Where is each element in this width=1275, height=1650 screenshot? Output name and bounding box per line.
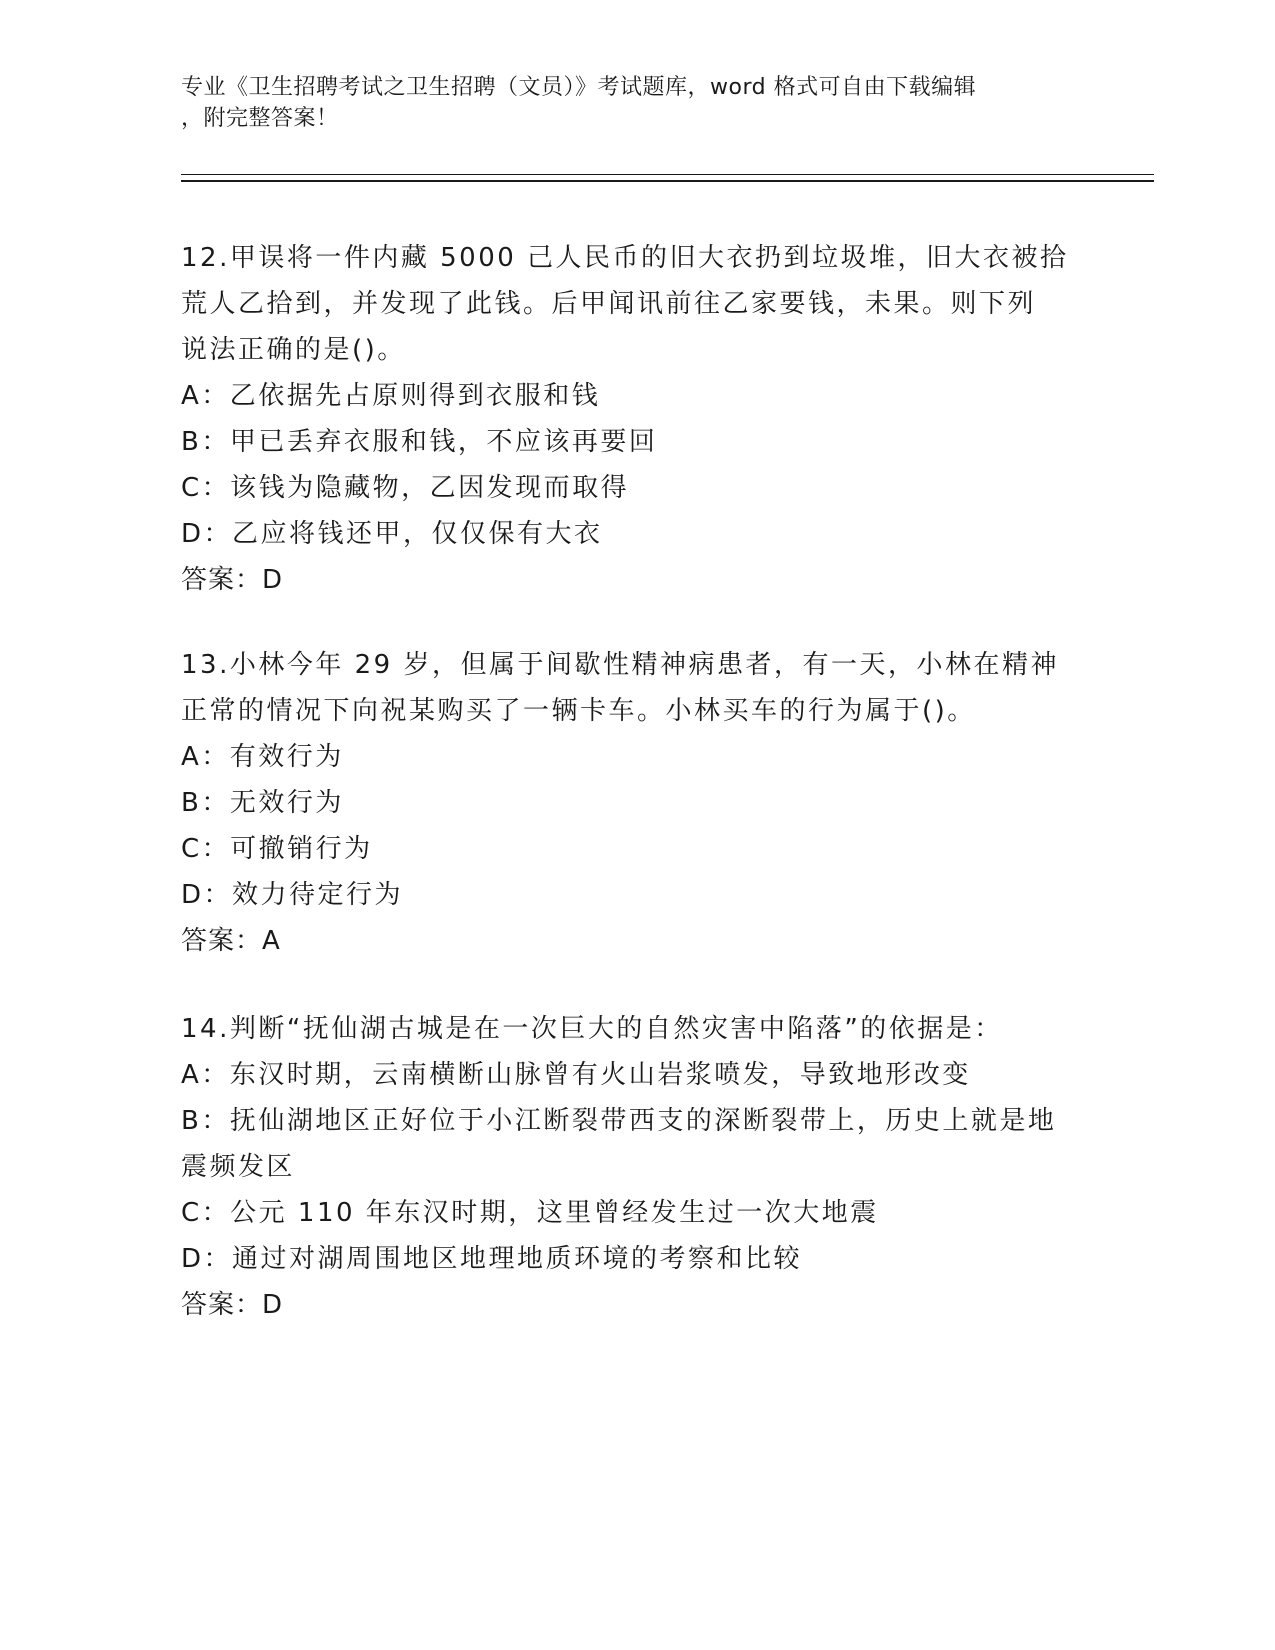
option-a: A：东汉时期，云南横断山脉曾有火山岩浆喷发，导致地形改变 (181, 1060, 971, 1090)
question-13 (181, 642, 1081, 964)
stem-line: 说法正确的是()。 (181, 335, 406, 365)
option-a: A：有效行为 (181, 742, 344, 772)
option-b: B：甲已丢弃衣服和钱，不应该再要回 (181, 427, 658, 457)
option-b: B：抚仙湖地区正好位于小江断裂带西支的深断裂带上，历史上就是地 (181, 1106, 1057, 1136)
answer: 答案：D (181, 565, 284, 595)
document-header (181, 72, 1061, 134)
question-12 (181, 235, 1081, 603)
option-a: A：乙依据先占原则得到衣服和钱 (181, 381, 601, 411)
header-rule-thick (181, 180, 1154, 182)
option-d: D：通过对湖周围地区地理地质环境的考察和比较 (181, 1244, 803, 1274)
option-b: B：无效行为 (181, 788, 344, 818)
header-line-2: ，附完整答案！ (181, 106, 339, 131)
option-c: C：公元 110 年东汉时期，这里曾经发生过一次大地震 (181, 1198, 879, 1228)
stem-line: 正常的情况下向祝某购买了一辆卡车。小林买车的行为属于()。 (181, 696, 976, 726)
question-stem (181, 235, 1081, 373)
question-14 (181, 1006, 1081, 1328)
option-d: D：效力待定行为 (181, 880, 404, 910)
stem-line: 12.甲误将一件内藏 5000 己人民币的旧大衣扔到垃圾堆，旧大衣被拾 (181, 243, 1069, 273)
answer: 答案：A (181, 926, 281, 956)
question-stem (181, 1006, 1081, 1052)
option-c: C：该钱为隐藏物，乙因发现而取得 (181, 473, 630, 503)
answer: 答案：D (181, 1290, 284, 1320)
question-stem (181, 642, 1081, 734)
stem-line: 14.判断“抚仙湖古城是在一次巨大的自然灾害中陷落”的依据是： (181, 1014, 1003, 1044)
option-b-continued: 震频发区 (181, 1152, 296, 1182)
option-c: C：可撤销行为 (181, 834, 373, 864)
stem-line: 荒人乙拾到，并发现了此钱。后甲闻讯前往乙家要钱，未果。则下列 (181, 289, 1037, 319)
header-line-1: 专业《卫生招聘考试之卫生招聘（文员）》考试题库，word 格式可自由下载编辑 (181, 75, 977, 100)
stem-line: 13.小林今年 29 岁，但属于间歇性精神病患者，有一天，小林在精神 (181, 650, 1059, 680)
header-rule-thin (181, 174, 1154, 175)
option-d: D：乙应将钱还甲，仅仅保有大衣 (181, 519, 603, 549)
